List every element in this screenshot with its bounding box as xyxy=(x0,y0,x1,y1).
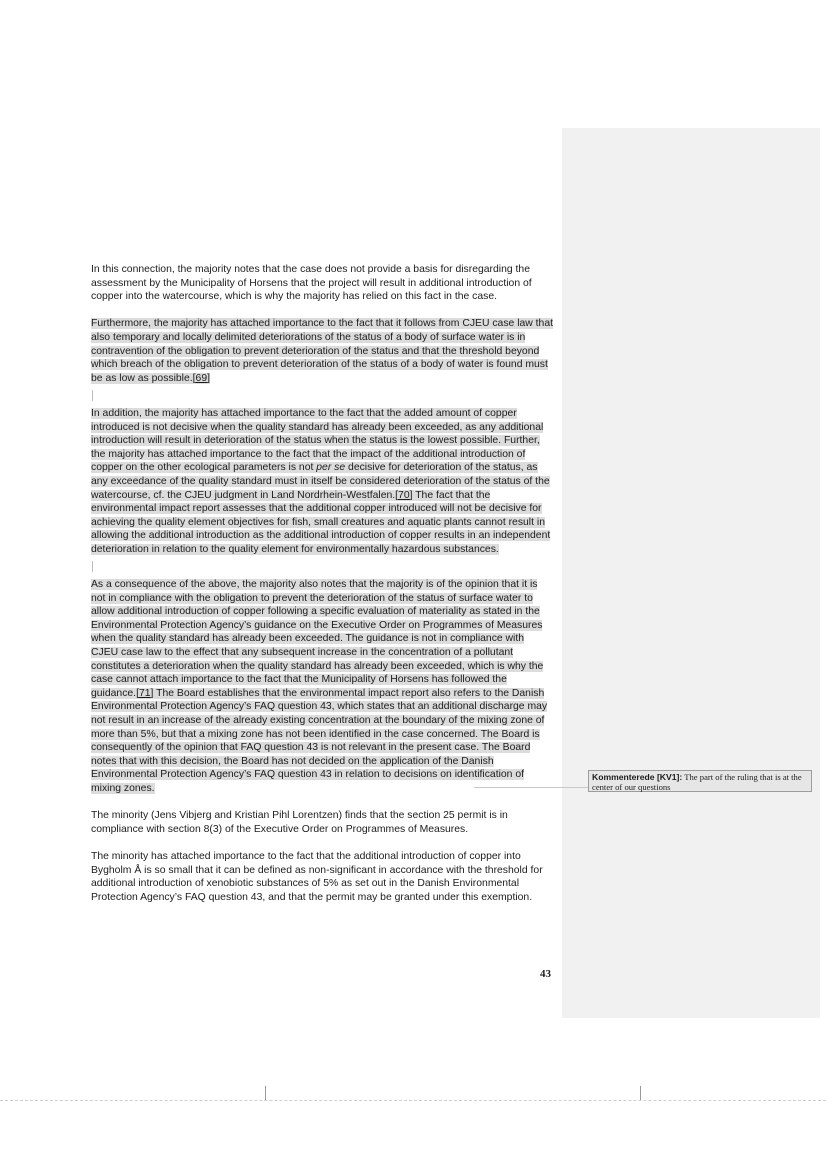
paragraph-marker xyxy=(92,561,93,572)
paragraph-2 xyxy=(91,317,553,385)
comment-author: Kommenterede [KV1]: xyxy=(592,772,683,782)
footnote-ref-69[interactable]: [69] xyxy=(192,372,210,384)
paragraph-4 xyxy=(91,578,553,796)
highlighted-text: In addition, the majority has attached importance to the fact that the added amount of copper introduced is not decisive when the quality standard has already been exceeded, as any additional introduction will result in deterioration of the status when the status is the lowest possible. Further, the majority has attached importance to the fact that the impact of the additional introduction of copper on the other ecological parameters is not per se decisive for deterioration of the status, as any exceedance of the quality standard must in itself be considered deterioration of the status of the watercourse, cf. the CJEU judgment in Land Nordrhein-Westfalen.[70] The fact that the environmental impact report assesses that the additional copper introduced will not be decisive for achieving the quality element objectives for fish, small creatures and aquatic plants cannot result in allowing the additional introduction as the additional introduction of copper results in an independent deterioration in relation to the quality element for environmentally hazardous substances. xyxy=(91,407,551,555)
page-number: 43 xyxy=(540,968,551,980)
paragraph-6: The minority has attached importance to the fact that the additional introduction of copper into Bygholm Å is so small that it can be defined as non-significant in accordance with the threshold for additional introduction of xenobiotic substances of 5% as set out in the Danish Environmental Protection Agency’s FAQ question 43, and that the permit may be granted under this exemption. xyxy=(91,850,543,903)
scan-footer-line xyxy=(0,1100,826,1101)
comment-text: The part of the ruling that is at the center of our questions xyxy=(592,772,802,792)
crop-mark xyxy=(265,1086,266,1100)
highlighted-text: As a consequence of the above, the majority also notes that the majority is of the opinion that it is not in compliance with the obligation to prevent the deterioration of the status of surface water to allow additional introduction of copper following a specific evaluation of materiality as stated in the Environmental Protection Agency’s guidance on the Executive Order on Programmes of Measures when the quality standard has already been exceeded. The guidance is not in compliance with CJEU case law to the effect that any subsequent increase in the concentration of a pollutant constitutes a deterioration when the quality standard has already been exceeded, which is why the case cannot attach importance to the fact that the Municipality of Horsens has followed the guidance.[71] The Board establishes that the environmental impact report also refers to the Danish Environmental Protection Agency’s FAQ question 43, which states that an additional discharge may not result in an increase of the already existing concentration at the boundary of the mixing zone of more than 5%, but that a mixing zone has not been identified in the case concerned. The Board is consequently of the opinion that FAQ question 43 is not relevant in the present case. The Board notes that with this decision, the Board has not decided on the application of the Danish Environmental Protection Agency’s FAQ question 43 in relation to decisions on identification of mixing zones. xyxy=(91,579,548,794)
crop-mark xyxy=(640,1086,641,1100)
document-body xyxy=(91,263,553,918)
paragraph-1: In this connection, the majority notes that the case does not provide a basis for disregarding the assessment by the Municipality of Horsens that the project will result in additional introduction of copper into the watercourse, which is why the majority has relied on this fact in the case. xyxy=(91,264,532,303)
footnote-ref-71[interactable]: [71] xyxy=(136,687,154,699)
highlighted-text: Furthermore, the majority has attached importance to the fact that it follows from CJEU case law that also temporary and locally delimited deteriorations of the status of a body of surface water is in contravention of the obligation to prevent deterioration of the status and that the threshold beyond which breach of the obligation to prevent deterioration of the status of a body of water is found must be as low as possible.[69] xyxy=(91,318,554,384)
paragraph-3 xyxy=(91,407,553,557)
comment-margin-pane xyxy=(562,128,820,1018)
paragraph-marker xyxy=(92,390,93,401)
paragraph-5: The minority (Jens Vibjerg and Kristian Pihl Lorentzen) finds that the section 25 permit is in compliance with section 8(3) of the Executive Order on Programmes of Measures. xyxy=(91,810,508,835)
comment-balloon[interactable] xyxy=(588,770,812,792)
footnote-ref-70[interactable]: [70] xyxy=(395,489,413,501)
comment-connector-line xyxy=(474,787,588,788)
